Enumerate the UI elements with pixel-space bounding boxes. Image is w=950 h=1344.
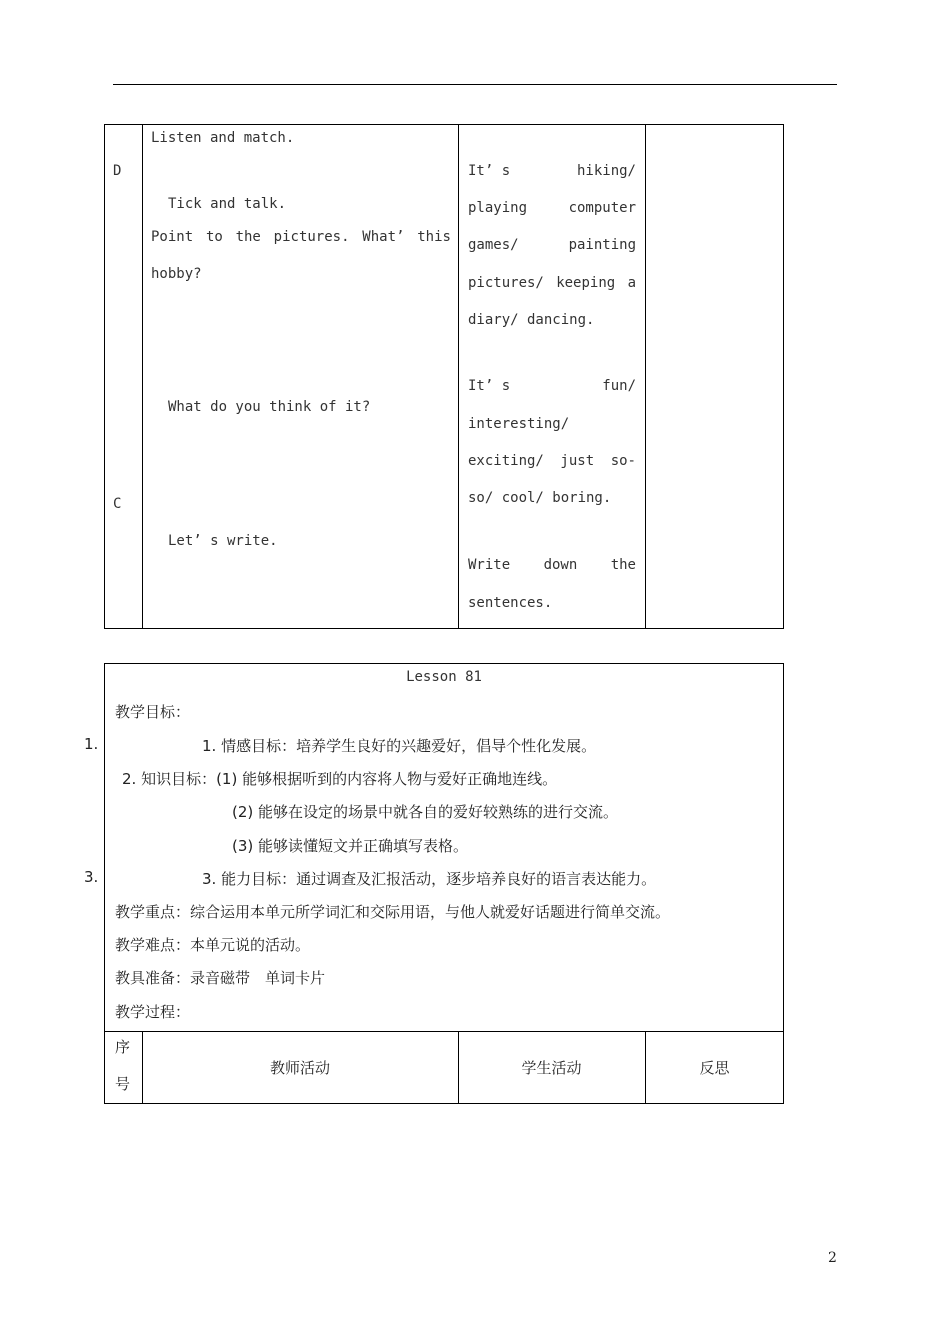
goal-knowledge-2: (2) 能够在设定的场景中就各自的爱好较熟练的进行交流。 (232, 803, 619, 821)
header-label: 反思 (699, 1058, 730, 1077)
teacher-activity-what-think: What do you think of it? (168, 399, 371, 415)
student-line-exciting (468, 453, 636, 469)
header-reflection (645, 1030, 784, 1104)
word: so- (610, 453, 636, 469)
goals-label: 教学目标： (115, 703, 191, 721)
page-number: 2 (828, 1250, 837, 1266)
step-label-d: D (113, 163, 122, 179)
word: Point (151, 229, 194, 245)
student-line-interesting: interesting/ (468, 416, 570, 432)
header-student-activity (458, 1030, 645, 1104)
word: fun/ (602, 378, 636, 394)
word: down (543, 557, 578, 573)
key-points: 教学重点：综合运用本单元所学词汇和交际用语，与他人就爱好话题进行简单交流。 (115, 903, 671, 921)
word: the (235, 229, 261, 245)
word: What’ (362, 229, 405, 245)
word: playing (468, 200, 528, 216)
teacher-activity-lets-write: Let’ s write. (168, 533, 278, 549)
header-label: 教师活动 (269, 1058, 330, 1077)
outer-number-3: 3. (84, 868, 99, 886)
student-line-its-hiking (468, 163, 636, 179)
word: keeping (556, 275, 616, 291)
word: this (417, 229, 451, 245)
column-divider (458, 125, 459, 628)
goal-knowledge-3: (3) 能够读懂短文并正确填写表格。 (232, 837, 469, 855)
student-line-write-down (468, 557, 636, 573)
header-seq-2: 号 (115, 1075, 131, 1093)
step-label-c: C (113, 496, 122, 512)
word: pictures/ (468, 275, 544, 291)
student-line-pictures (468, 275, 636, 291)
word: computer (568, 200, 636, 216)
header-rule (113, 84, 837, 85)
header-label: 学生活动 (521, 1058, 582, 1077)
process-label: 教学过程： (115, 1003, 191, 1021)
word: games/ (468, 237, 519, 253)
student-line-sentences: sentences. (468, 595, 553, 611)
word: exciting/ (468, 453, 544, 469)
goal-knowledge: 2. 知识目标：(1) 能够根据听到的内容将人物与爱好正确地连线。 (122, 770, 558, 788)
materials: 教具准备：录音磁带 单词卡片 (115, 969, 326, 987)
goal-emotional: 1. 情感目标：培养学生良好的兴趣爱好，倡导个性化发展。 (202, 737, 597, 755)
word: to (205, 229, 223, 245)
outer-number-1: 1. (84, 735, 99, 753)
column-divider (142, 125, 143, 628)
teacher-activity-tick-talk: Tick and talk. (168, 196, 287, 212)
word: a (627, 275, 636, 291)
student-line-playing (468, 200, 636, 216)
column-divider (645, 125, 646, 628)
word: It’ s (468, 378, 511, 394)
student-line-so-cool: so/ cool/ boring. (468, 490, 612, 506)
word: hiking/ (576, 163, 636, 179)
word: It’ s (468, 163, 511, 179)
teacher-activity-point-cont: hobby? (151, 266, 202, 282)
teacher-activity-point (151, 229, 451, 245)
word: just (560, 453, 595, 469)
word: Write (468, 557, 511, 573)
word: the (610, 557, 636, 573)
header-seq-1: 序 (115, 1038, 131, 1056)
student-line-games (468, 237, 636, 253)
header-teacher-activity (142, 1030, 458, 1104)
word: painting (568, 237, 636, 253)
teacher-activity-listen-match: Listen and match. (151, 130, 295, 146)
student-line-its-fun (468, 378, 636, 394)
lesson-title: Lesson 81 (406, 669, 482, 685)
student-line-diary: diary/ dancing. (468, 312, 595, 328)
word: pictures. (273, 229, 350, 245)
goal-ability: 3. 能力目标：通过调查及汇报活动，逐步培养良好的语言表达能力。 (202, 870, 657, 888)
difficulty: 教学难点：本单元说的活动。 (115, 936, 311, 954)
